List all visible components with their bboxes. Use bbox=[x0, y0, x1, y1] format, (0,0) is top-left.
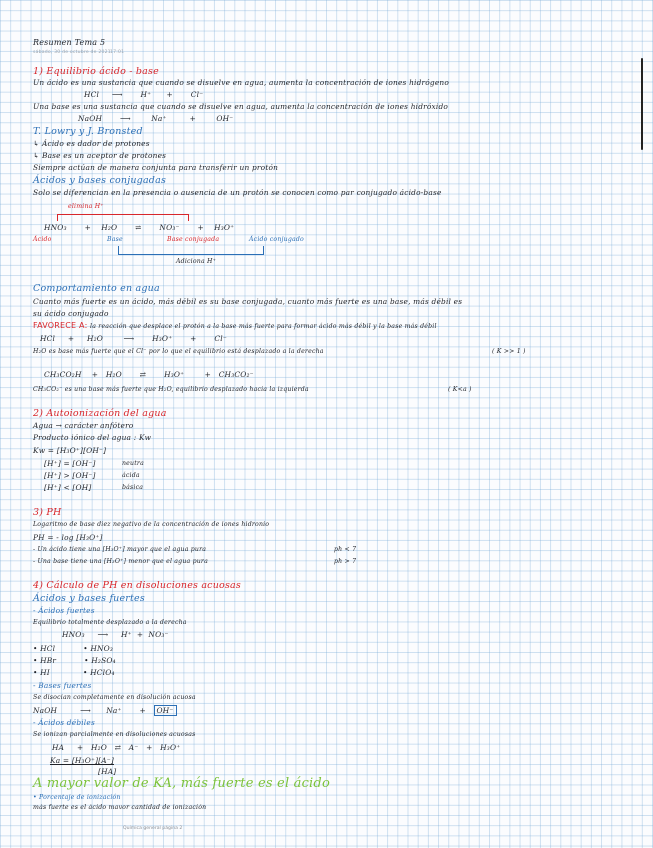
conjugate-description: Solo se diferencian en la presencia o ausencia de un protón se conocen como par conjugado ácido-base bbox=[33, 188, 442, 197]
label-conjugate-base: Base conjugada bbox=[167, 236, 220, 243]
behaviour-line-1: Cuanto más fuerte es un ácido, más débil es su base conjugada, cuanto más fuerte es una base, más débil es bbox=[33, 297, 463, 306]
ha-equation: HA + H₂O ⇄ A⁻ + H₃O⁺ bbox=[52, 743, 181, 752]
label-base: Base bbox=[107, 236, 123, 243]
conjugate-equation: HNO₃ + H₂O ⇌ NO₃⁻ + H₃O⁺ bbox=[44, 223, 235, 232]
water-amphoteric: Agua → carácter anfótero bbox=[33, 421, 134, 430]
section-3-heading: 3) PH bbox=[33, 507, 62, 518]
ph-definition: Logaritmo de base diez negativo de la concentración de iones hidronio bbox=[33, 521, 270, 528]
lowry-item-acid: ↳ Ácido es dador de protones bbox=[33, 139, 150, 148]
behaviour-line-4: CH₃CO₂⁻ es una base más fuerte que H₂O, equilibrio desplazado hacia la izquierda bbox=[33, 386, 309, 393]
weak-acids-subheading: - Ácidos débiles bbox=[33, 718, 95, 727]
base-ph-value: ph > 7 bbox=[334, 558, 357, 565]
acetic-equation: CH₃CO₂H + H₂O ⇄ H₃O⁺ + CH₃CO₂⁻ bbox=[44, 370, 254, 379]
acid-ph-line: - Un ácido tiene una [H₃O⁺] mayor que el agua pura bbox=[33, 546, 207, 553]
adiciona-bracket bbox=[118, 246, 264, 255]
acid-label: ácida bbox=[122, 472, 140, 479]
ka-denominator: [HA] bbox=[98, 767, 117, 776]
elimina-label: elimina H⁺ bbox=[68, 203, 104, 210]
strong-bases-subheading: - Bases fuertes bbox=[33, 681, 92, 690]
ka-strength-note: A mayor valor de KA, más fuerte es el ácido bbox=[33, 776, 330, 791]
strong-bases-desc: Se disocian completamente en disolución acuosa bbox=[33, 694, 196, 701]
conjugate-subheading: Ácidos y bases conjugadas bbox=[33, 175, 167, 186]
behaviour-line-2: su ácido conjugado bbox=[33, 309, 109, 318]
page-footer: Química general página 2 bbox=[123, 826, 183, 831]
naoh-equation: NaOH ⟶ Na⁺ + OH⁻ bbox=[33, 706, 177, 715]
ionization-percentage: • Porcentaje de ionización bbox=[33, 794, 121, 801]
neutral-condition: [H⁺] = [OH⁻] bbox=[44, 459, 96, 468]
scrollbar[interactable] bbox=[641, 58, 643, 150]
ph-formula: PH = - log [H₃O⁺] bbox=[33, 533, 103, 542]
strong-subheading: Ácidos y bases fuertes bbox=[33, 593, 145, 604]
page-time: 17:01 bbox=[110, 50, 125, 55]
favorece-line: FAVORECE A: la reacción que desplace el protón a la base más fuerte para formar ácido más débil y la base más débil bbox=[33, 321, 437, 330]
kw-formula: Kw = [H₃O⁺][OH⁻] bbox=[33, 446, 107, 455]
basic-condition: [H⁺] < [OH] bbox=[44, 483, 92, 492]
basic-label: básica bbox=[122, 484, 144, 491]
base-ph-line: - Una base tiene una [H₃O⁺] menor que el agua pura bbox=[33, 558, 208, 565]
weak-acids-desc: Se ionizan parcialmente en disoluciones acuosas bbox=[33, 731, 196, 738]
strong-acid-row-3: • HI • HClO₄ bbox=[33, 668, 115, 677]
acid-condition: [H⁺] > [OH⁻] bbox=[44, 471, 96, 480]
elimina-bracket bbox=[57, 214, 189, 221]
behaviour-line-3: H₂O es base más fuerte que el Cl⁻ por lo que el equilibrio está desplazado a la derecha bbox=[33, 348, 324, 355]
strong-acid-row-2: • HBr • H₂SO₄ bbox=[33, 656, 116, 665]
acid-definition: Un ácido es una sustancia que cuando se disuelve en agua, aumenta la concentración de iones hidrógeno bbox=[33, 78, 450, 87]
hno3-equation: HNO₃ ⟶ H⁺ + NO₃⁻ bbox=[62, 630, 169, 639]
oh-boxed: OH⁻ bbox=[154, 705, 177, 716]
behaviour-heading: Comportamiento en agua bbox=[33, 283, 160, 294]
neutral-label: neutra bbox=[122, 460, 144, 467]
lowry-item-base: ↳ Base es un aceptor de protones bbox=[33, 151, 167, 160]
adiciona-label: Adiciona H⁺ bbox=[176, 258, 217, 265]
strong-acids-desc: Equilibrio totalmente desplazado a la derecha bbox=[33, 619, 187, 626]
base-equation: NaOH ⟶ Na⁺ + OH⁻ bbox=[78, 114, 234, 123]
acid-ph-value: ph < 7 bbox=[334, 546, 357, 553]
section-1-heading: 1) Equilibrio ácido - base bbox=[33, 66, 159, 77]
cut-line: más fuerte es el ácido mayor cantidad de ionización bbox=[33, 804, 207, 809]
hcl-equation: HCl + H₂O ⟶ H₃O⁺ + Cl⁻ bbox=[40, 334, 227, 343]
strong-acids-subheading: - Ácidos fuertes bbox=[33, 606, 95, 615]
section-2-heading: 2) Autoionización del agua bbox=[33, 408, 167, 419]
section-4-heading: 4) Cálculo de PH en disoluciones acuosas bbox=[33, 580, 241, 591]
k-much-greater: ( K >> 1 ) bbox=[492, 348, 526, 355]
page-title: Resumen Tema 5 bbox=[33, 38, 106, 47]
acid-equation: HCl ⟶ H⁺ + Cl⁻ bbox=[84, 90, 204, 99]
ka-numerator: Ka = [H₃O⁺][A⁻] bbox=[50, 756, 114, 765]
lowry-heading: T. Lowry y J. Bronsted bbox=[33, 126, 143, 137]
strong-acid-row-1: • HCl • HNO₃ bbox=[33, 644, 114, 653]
water-ionic-product: Producto iónico del agua : Kw bbox=[33, 433, 152, 442]
favorece-label: FAVORECE A: bbox=[33, 321, 88, 330]
k-small: ( K<a ) bbox=[448, 386, 472, 393]
label-conjugate-acid: Ácido conjugado bbox=[249, 236, 304, 243]
base-definition: Una base es una sustancia que cuando se disuelve en agua, aumenta la concentración de iones hidróxido bbox=[33, 102, 449, 111]
label-acid: Ácido bbox=[33, 236, 52, 243]
page-date: sábado, 30 de octubre de 2021 bbox=[33, 50, 111, 55]
lowry-item-joint: Siempre actúan de manera conjunta para transferir un protón bbox=[33, 163, 279, 172]
